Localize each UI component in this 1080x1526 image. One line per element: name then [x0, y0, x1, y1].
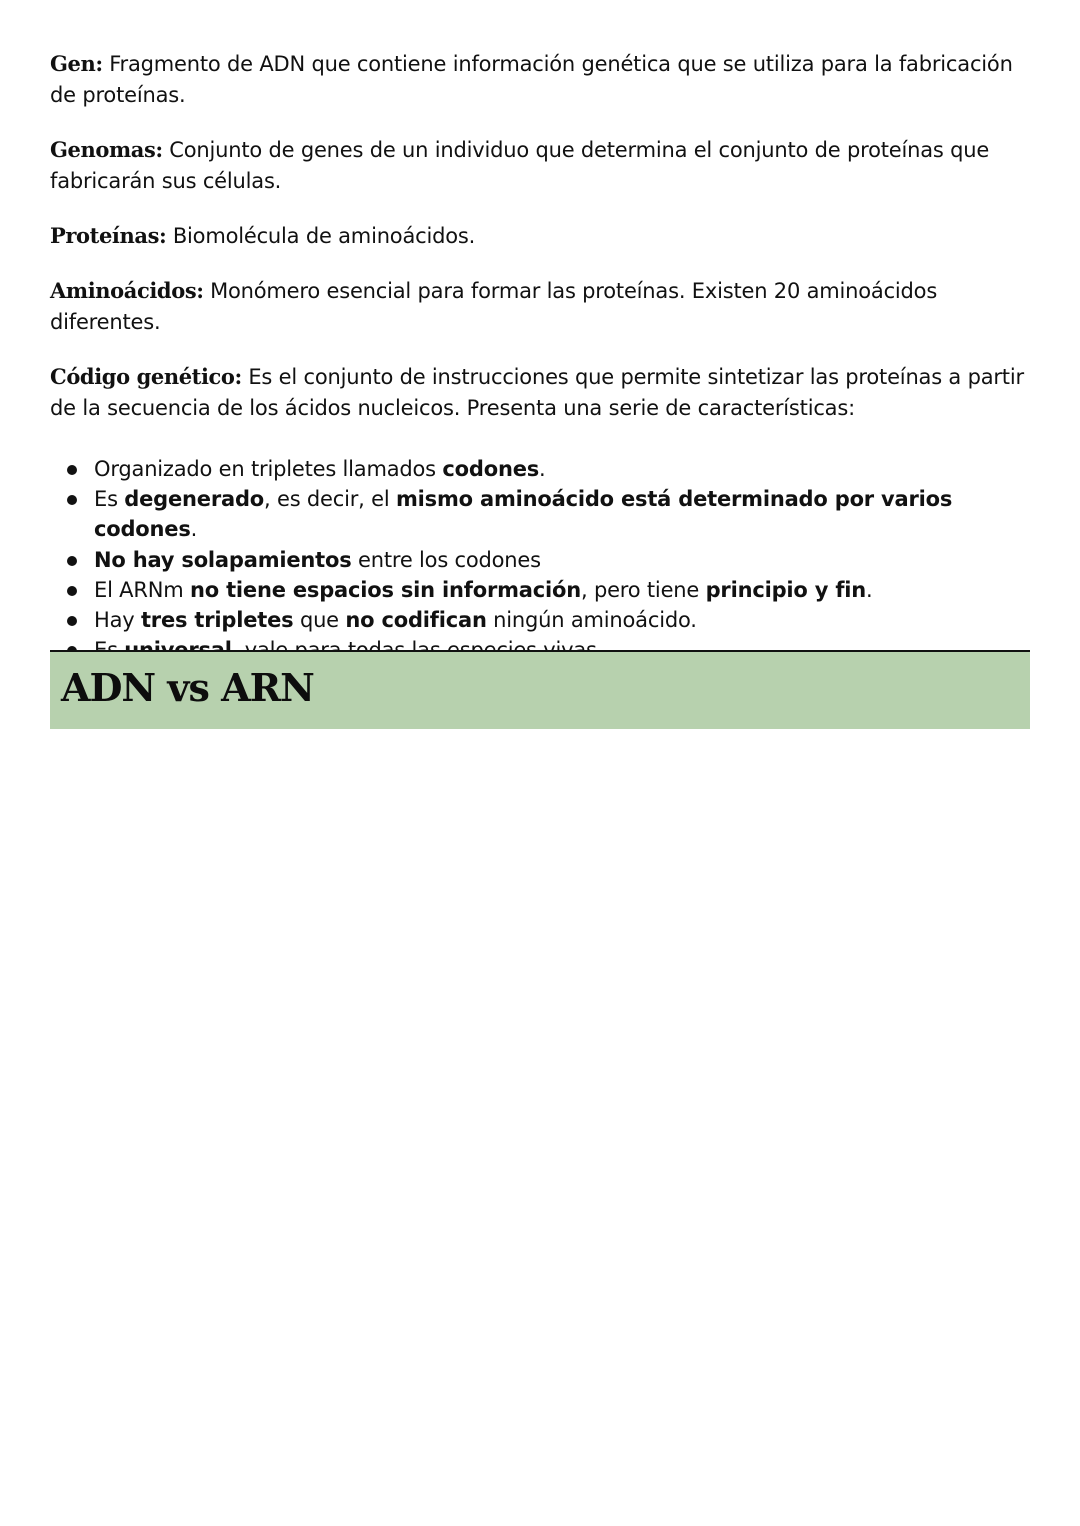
- definition-proteinas: [50, 220, 1030, 252]
- list-item-text: , es decir, el: [264, 487, 396, 512]
- definition-genomas: [50, 134, 1030, 197]
- definition-term: Genomas:: [50, 137, 163, 162]
- list-item-emphasis: tres tripletes: [140, 608, 294, 633]
- list-item-text: , pero tiene: [581, 577, 706, 602]
- definition-term: Aminoácidos:: [50, 278, 204, 303]
- list-item-text: .: [866, 577, 873, 602]
- definition-codigo-genetico: [50, 361, 1030, 424]
- list-item: [50, 575, 1030, 605]
- list-item-text: entre los codones: [351, 547, 541, 572]
- list-item-emphasis: mismo aminoácido está determinado por varios codones: [94, 487, 953, 542]
- definition-term: Código genético:: [50, 364, 242, 389]
- definition-text: Monómero esencial para formar las proteínas. Existen 20 aminoácidos diferentes.: [50, 279, 938, 334]
- list-item-text: Hay: [94, 608, 141, 633]
- document-page: [50, 48, 1030, 665]
- definition-term: Gen:: [50, 51, 103, 76]
- definition-text: Conjunto de genes de un individuo que determina el conjunto de proteínas que fabricarán sus células.: [50, 138, 990, 193]
- bullet-icon: [67, 586, 77, 596]
- list-item-text: .: [190, 517, 198, 542]
- list-item-text: .: [539, 457, 546, 481]
- list-item: [50, 484, 1030, 544]
- bullet-icon: [67, 616, 77, 626]
- bullet-icon: [67, 556, 77, 566]
- list-item-emphasis: no tiene espacios sin información: [189, 577, 581, 602]
- list-item-emphasis: no codifican: [345, 608, 487, 633]
- definition-text: Es el conjunto de instrucciones que permite sintetizar las proteínas a partir de la secuencia de los ácidos nucleicos. Presenta una serie de características:: [50, 365, 1024, 420]
- definition-aminoacidos: [50, 275, 1030, 338]
- definition-text: Biomolécula de aminoácidos.: [166, 224, 476, 248]
- list-item-emphasis: No hay solapamientos: [94, 547, 352, 572]
- list-item-text: Es: [94, 487, 125, 512]
- list-item-emphasis: degenerado: [124, 487, 265, 512]
- section-heading-bar: [50, 650, 1030, 729]
- list-item: [50, 545, 1030, 575]
- list-item-emphasis: principio y fin: [705, 577, 867, 602]
- list-item: [50, 454, 1030, 484]
- bullet-icon: [67, 495, 77, 505]
- definition-text: Fragmento de ADN que contiene información genética que se utiliza para la fabricación de proteínas.: [50, 52, 1013, 107]
- characteristics-list: [50, 454, 1030, 665]
- list-item-text: Organizado en tripletes llamados: [94, 457, 443, 481]
- list-item: [50, 605, 1030, 635]
- list-item-text: El ARNm: [94, 577, 190, 602]
- section-title: ADN vs ARN: [61, 665, 314, 710]
- definition-gen: [50, 48, 1030, 111]
- definition-term: Proteínas:: [50, 223, 167, 248]
- list-item-text: que: [293, 608, 346, 633]
- list-item-emphasis: codones: [442, 457, 540, 481]
- bullet-icon: [67, 465, 77, 475]
- list-item-text: ningún aminoácido.: [486, 608, 697, 633]
